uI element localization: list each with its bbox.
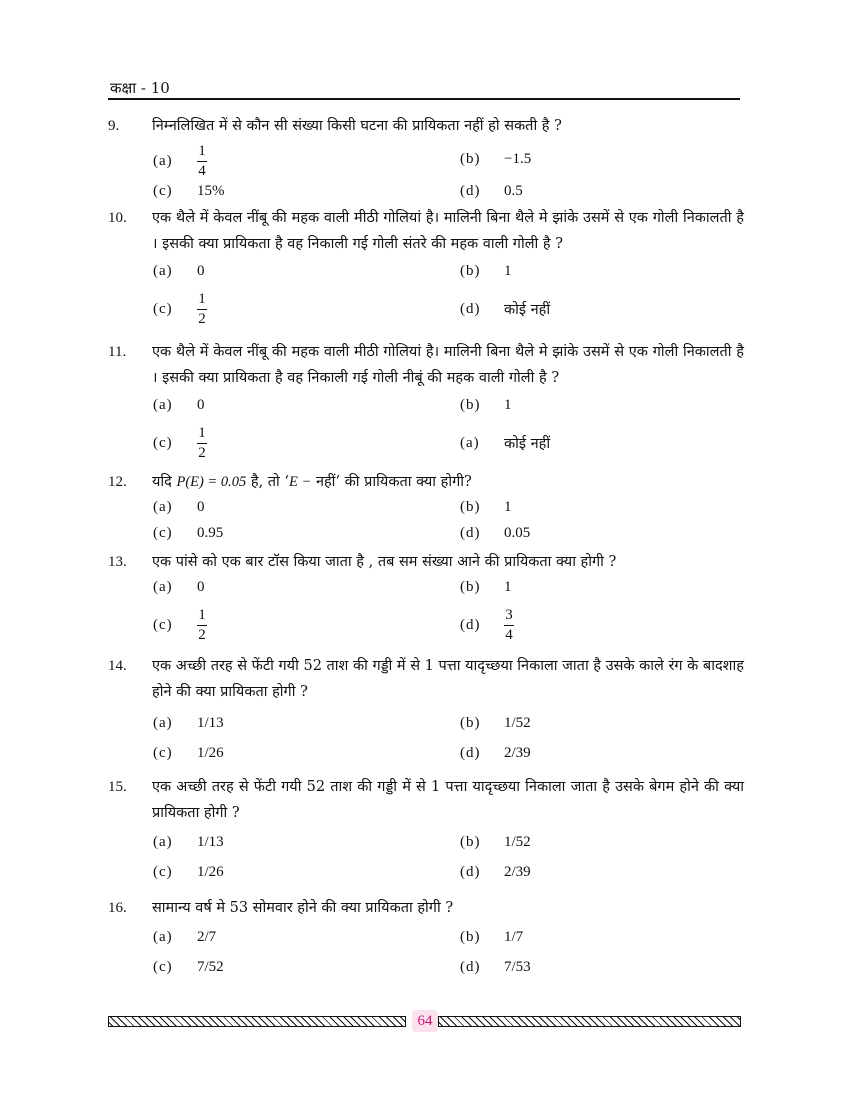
option-b: (b) 1: [460, 579, 512, 595]
option-d: (d) 2/39: [460, 745, 531, 761]
question-13: [108, 549, 744, 643]
fraction: $\frac{1}{2}$: [198, 607, 206, 643]
question-text: एक पांसे को एक बार टॉस किया जाता है , तब सम संख्या आने की प्रायिकता क्या होगी ?: [152, 554, 617, 570]
fraction: $\frac{1}{2}$: [198, 425, 206, 461]
option-c: (c) 7/52: [153, 959, 224, 975]
option-a: (a) 0: [153, 499, 205, 515]
option-c: (c) $\frac{1}{2}$: [153, 607, 206, 643]
option-a: (a) 2/7: [153, 929, 217, 945]
question-text: एक थैले में केवल नींबू की महक वाली मीठी गोलियां है। मालिनी बिना थैले मे झांके उसमें से एक गोली निकालती है । इसकी क्या प्रायिकता है वह निकाली गई गोली नीबूं की महक वाली गोली है ?: [152, 344, 744, 386]
option-b: (b) 1: [460, 397, 512, 413]
question-text: एक थैले में केवल नींबू की महक वाली मीठी गोलियां है। मालिनी बिना थैले मे झांके उसमें से एक गोली निकालती है । इसकी क्या प्रायिकता है वह निकाली गई गोली संतरे की महक वाली गोली है ?: [152, 210, 744, 252]
page-header: [110, 78, 170, 98]
option-c: (c) 0.95: [153, 525, 224, 541]
option-c: (c) 1/26: [153, 864, 224, 880]
option-a: (a) 1/13: [153, 834, 224, 850]
question-14: [108, 653, 744, 761]
option-a: (a) 0: [153, 263, 205, 279]
question-number: 13.: [108, 554, 127, 570]
option-d: (d) कोई नहीं: [460, 300, 551, 318]
fraction: $\frac{1}{2}$: [198, 291, 206, 327]
question-number: 14.: [108, 658, 127, 674]
page-footer: [108, 1010, 742, 1032]
question-text: एक अच्छी तरह से फेंटी गयी 52 ताश की गड्डी में से 1 पत्ता यादृच्छया निकाला जाता है उसके बेगम होने की क्या प्रायिकता होगी ?: [152, 779, 744, 821]
math-expression: P(E) = 0.05: [176, 474, 247, 490]
question-number: 15.: [108, 779, 127, 795]
option-a: (a) 1/13: [153, 715, 224, 731]
question-number: 12.: [108, 474, 127, 490]
question-16: [108, 895, 744, 975]
option-c: (c) 15%: [153, 183, 225, 199]
question-number: 10.: [108, 210, 127, 226]
footer-ornament-left: [108, 1016, 406, 1027]
option-b: (b) 1/52: [460, 715, 531, 731]
fraction: $\frac{1}{4}$: [198, 143, 206, 179]
option-c: (c) $\frac{1}{2}$: [153, 425, 206, 461]
class-label: कक्षा - 10: [110, 79, 170, 97]
question-12: [108, 469, 744, 541]
page-number: 64: [412, 1010, 438, 1032]
option-a: (a) 0: [153, 397, 205, 413]
question-number: 11.: [108, 344, 127, 360]
option-c: (c) $\frac{1}{2}$: [153, 291, 206, 327]
option-d: (d) 0.05: [460, 525, 531, 541]
option-d: (d) 2/39: [460, 864, 531, 880]
question-10: [108, 205, 744, 327]
option-d: (d) 0.5: [460, 183, 523, 199]
option-a: (a) $\frac{1}{4}$: [153, 143, 206, 179]
option-b: (b) 1: [460, 263, 512, 279]
option-d: (d) 7/53: [460, 959, 531, 975]
option-d: (d) $\frac{3}{4}$: [460, 607, 513, 643]
fraction: $\frac{3}{4}$: [505, 607, 513, 643]
question-9: [108, 113, 744, 199]
question-text: सामान्य वर्ष मे 53 सोमवार होने की क्या प्रायिकता होगी ?: [152, 900, 454, 916]
header-rule: [108, 98, 740, 100]
question-15: [108, 774, 744, 880]
option-b: (b) 1: [460, 499, 512, 515]
footer-ornament-right: [438, 1016, 741, 1027]
question-text: एक अच्छी तरह से फेंटी गयी 52 ताश की गड्डी में से 1 पत्ता यादृच्छया निकाला जाता है उसके काले रंग के बादशाह होने की क्या प्रायिकता होगी ?: [152, 658, 744, 700]
option-d: (a) कोई नहीं: [460, 434, 551, 452]
question-text: निम्नलिखित में से कौन सी संख्या किसी घटना की प्रायिकता नहीं हो सकती है ?: [152, 118, 562, 134]
question-text: यदि P(E) = 0.05 है, तो ‘E − नहीं’ की प्रायिकता क्या होगी?: [152, 474, 472, 490]
question-number: 16.: [108, 900, 127, 916]
math-expression: E −: [289, 474, 312, 490]
option-c: (c) 1/26: [153, 745, 224, 761]
option-b: (b) 1/52: [460, 834, 531, 850]
question-number: 9.: [108, 118, 120, 134]
question-11: [108, 339, 744, 461]
option-b: (b) −1.5: [460, 151, 532, 167]
option-b: (b) 1/7: [460, 929, 524, 945]
option-a: (a) 0: [153, 579, 205, 595]
